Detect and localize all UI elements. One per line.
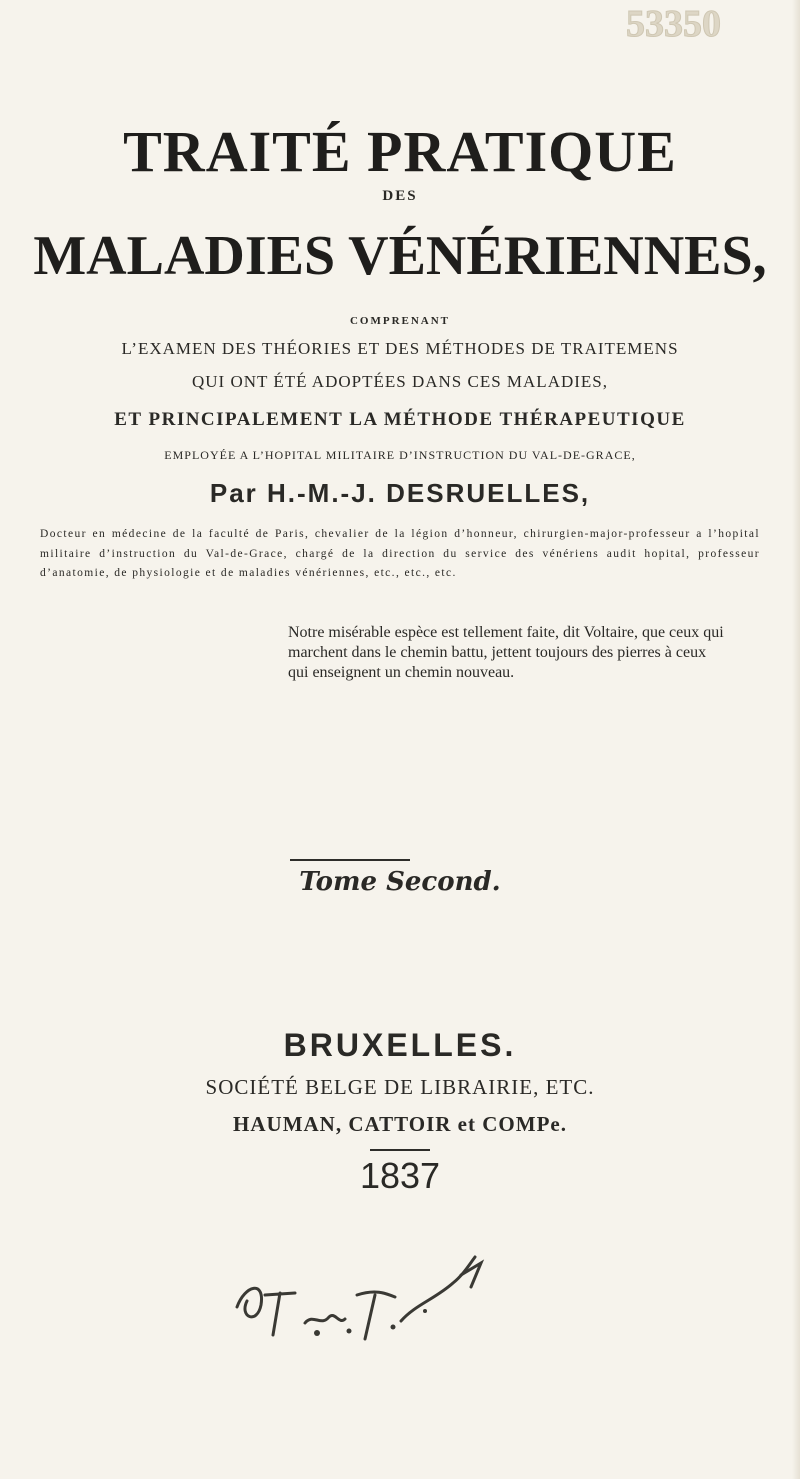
page-edge	[792, 0, 800, 1479]
subtitle-line-3: ET PRINCIPALEMENT LA MÉTHODE THÉRAPEUTIQUE	[114, 409, 686, 430]
comprenant: COMPRENANT	[349, 315, 451, 327]
volume-label: Tome Second.	[299, 867, 501, 897]
subtitle-line-2: QUI ONT ÉTÉ ADOPTÉES DANS CES MALADIES,	[192, 372, 608, 391]
divider-rule	[290, 859, 410, 861]
imprint-city: BRUXELLES.	[283, 1027, 517, 1063]
main-title: MALADIES VÉNÉRIENNES,	[33, 225, 767, 287]
stamp-number: 53350	[626, 3, 721, 45]
divider-rule-short	[370, 1149, 430, 1151]
publication-year: 1837	[359, 1155, 441, 1196]
title-des: DES	[382, 188, 418, 204]
publisher-line-2: HAUMAN, CATTOIR et COMPe.	[233, 1112, 567, 1136]
publisher-line-1: SOCIÉTÉ BELGE DE LIBRAIRIE, ETC.	[205, 1075, 595, 1099]
library-stamp	[620, 0, 800, 50]
author-description: Docteur en médecine de la faculté de Paris, chevalier de la légion d’honneur, chirurgien-major-professeur a l’hopital militaire d’instruction du Val-de-Grace, chargé de la direction du service des vénériens audit hopital, professeur d’anatomie, de physiologie et de maladies vénériennes, etc., etc., etc.	[40, 528, 760, 579]
handwritten-signature	[225, 1235, 505, 1345]
subtitle-line-4: EMPLOYÉE A L’HOPITAL MILITAIRE D’INSTRUCTION DU VAL-DE-GRACE,	[164, 448, 636, 462]
subtitle-line-1: L’EXAMEN DES THÉORIES ET DES MÉTHODES DE TRAITEMENS	[121, 339, 679, 358]
epigraph: Notre misérable espèce est tellement faite, dit Voltaire, que ceux qui marchent dans le chemin battu, jettent toujours des pierres à ceux qui enseignent un chemin nouveau.	[288, 624, 724, 681]
title: TRAITÉ PRATIQUE	[123, 119, 677, 184]
author-line: Par H.-M.-J. DESRUELLES,	[209, 478, 591, 508]
